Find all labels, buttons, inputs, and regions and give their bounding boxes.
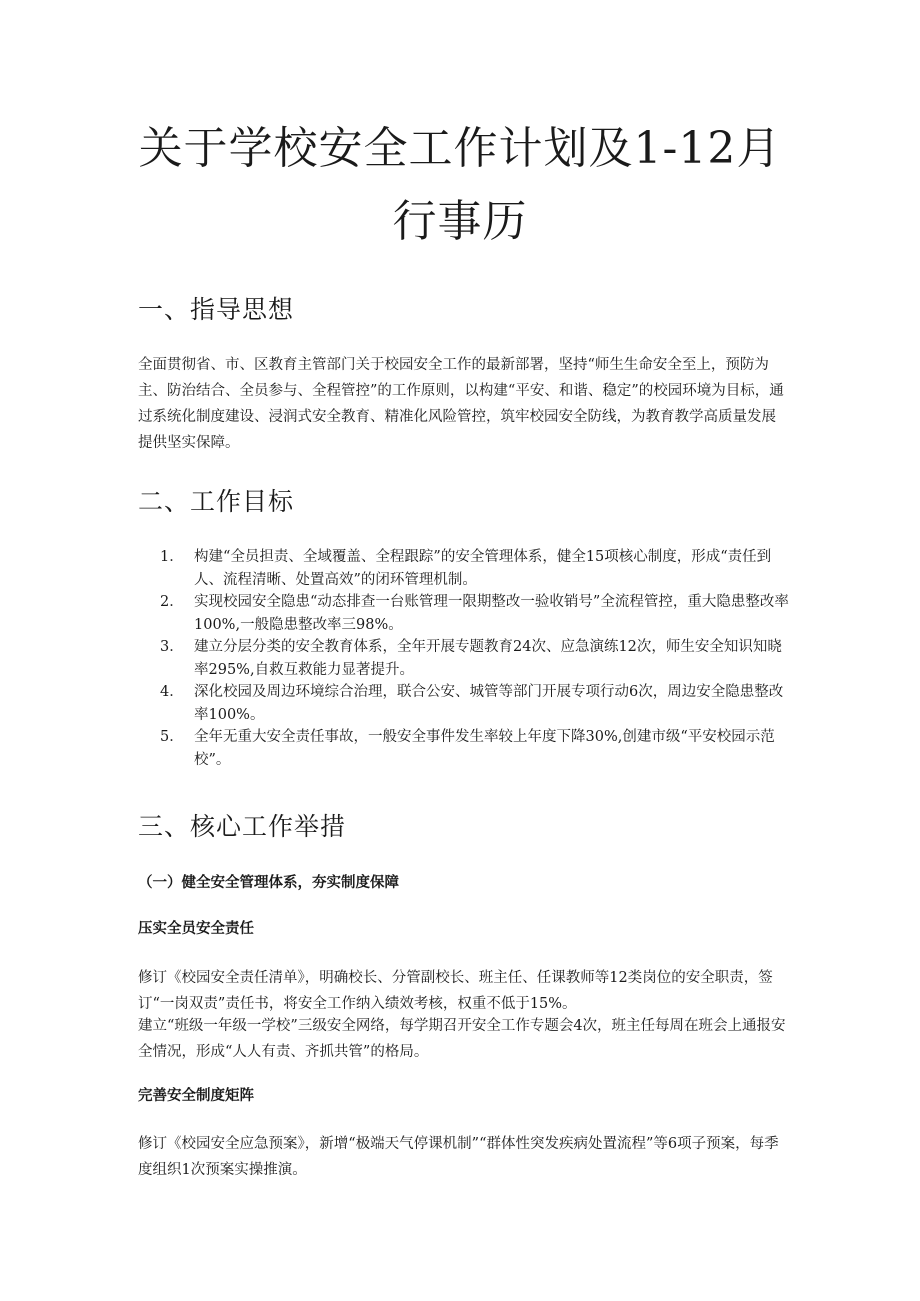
list-item	[160, 636, 790, 681]
guiding-ideology-paragraph: 全面贯彻省、市、区教育主管部门关于校园安全工作的最新部署，坚持“师生生命安全至上，预防为主、防治结合、全员参与、全程管控”的工作原则，以构建“平安、和谐、稳定”的校园环境为目标，通过系统化制度建设、浸润式安全教育、精准化风险管控，筑牢校园安全防线，为教育教学高质量发展提供坚实保障。	[138, 357, 784, 451]
section-heading-guiding-ideology: 一、指导思想	[138, 295, 295, 324]
list-item-number: 4．	[160, 684, 184, 700]
section-heading-core-measures: 三、核心工作举措	[138, 812, 347, 841]
list-item-text: 实现校园安全隐患“动态排查一台账管理一限期整改一验收销号”全流程管控，重大隐患整改率100%,一般隐患整改率三98%。	[194, 594, 789, 633]
work-goals-list	[160, 546, 790, 771]
list-item-number: 1．	[160, 549, 184, 565]
list-item-text: 全年无重大安全责任事故，一般安全事件发生率较上年度下降30%,创建市级“平安校园示范校”。	[194, 729, 775, 768]
list-item	[160, 681, 790, 726]
document-title-line2: 行事历	[392, 196, 528, 247]
list-item-number: 5．	[160, 729, 184, 745]
section-heading-work-goals: 二、工作目标	[138, 487, 295, 516]
subsection-heading-management-system: （一）健全安全管理体系，夯实制度保障	[138, 875, 399, 891]
document-title-line1: 关于学校安全工作计划及1-12月	[138, 123, 782, 174]
list-item	[160, 726, 790, 771]
subheading-system-matrix: 完善安全制度矩阵	[138, 1088, 254, 1104]
list-item	[160, 591, 790, 636]
list-item-number: 3．	[160, 639, 184, 655]
responsibility-paragraph-1: 修订《校园安全责任清单》，明确校长、分管副校长、班主任、任课教师等12类岗位的安全职责，签订“一岗双责”责任书，将安全工作纳入绩效考核，权重不低于15%。	[138, 970, 773, 1012]
list-item-number: 2．	[160, 594, 184, 610]
list-item-text: 构建“全员担责、全域覆盖、全程跟踪”的安全管理体系，健全15项核心制度，形成“责任到人、流程清晰、处置高效”的闭环管理机制。	[194, 549, 772, 588]
responsibility-paragraph-2: 建立“班级一年级一学校”三级安全网络，每学期召开安全工作专题会4次，班主任每周在班会上通报安全情况，形成“人人有责、齐抓共管”的格局。	[138, 1018, 786, 1060]
subheading-responsibility: 压实全员安全责任	[138, 921, 254, 937]
list-item	[160, 546, 790, 591]
list-item-text: 建立分层分类的安全教育体系，全年开展专题教育24次、应急演练12次，师生安全知识知晓率295%,自救互救能力显著提升。	[194, 639, 782, 678]
system-matrix-paragraph: 修订《校园安全应急预案》，新增“极端天气停课机制”“群体性突发疾病处置流程”等6项子预案，每季度组织1次预案实操推演。	[138, 1136, 779, 1178]
list-item-text: 深化校园及周边环境综合治理，联合公安、城管等部门开展专项行动6次，周边安全隐患整改率100%。	[194, 684, 784, 723]
